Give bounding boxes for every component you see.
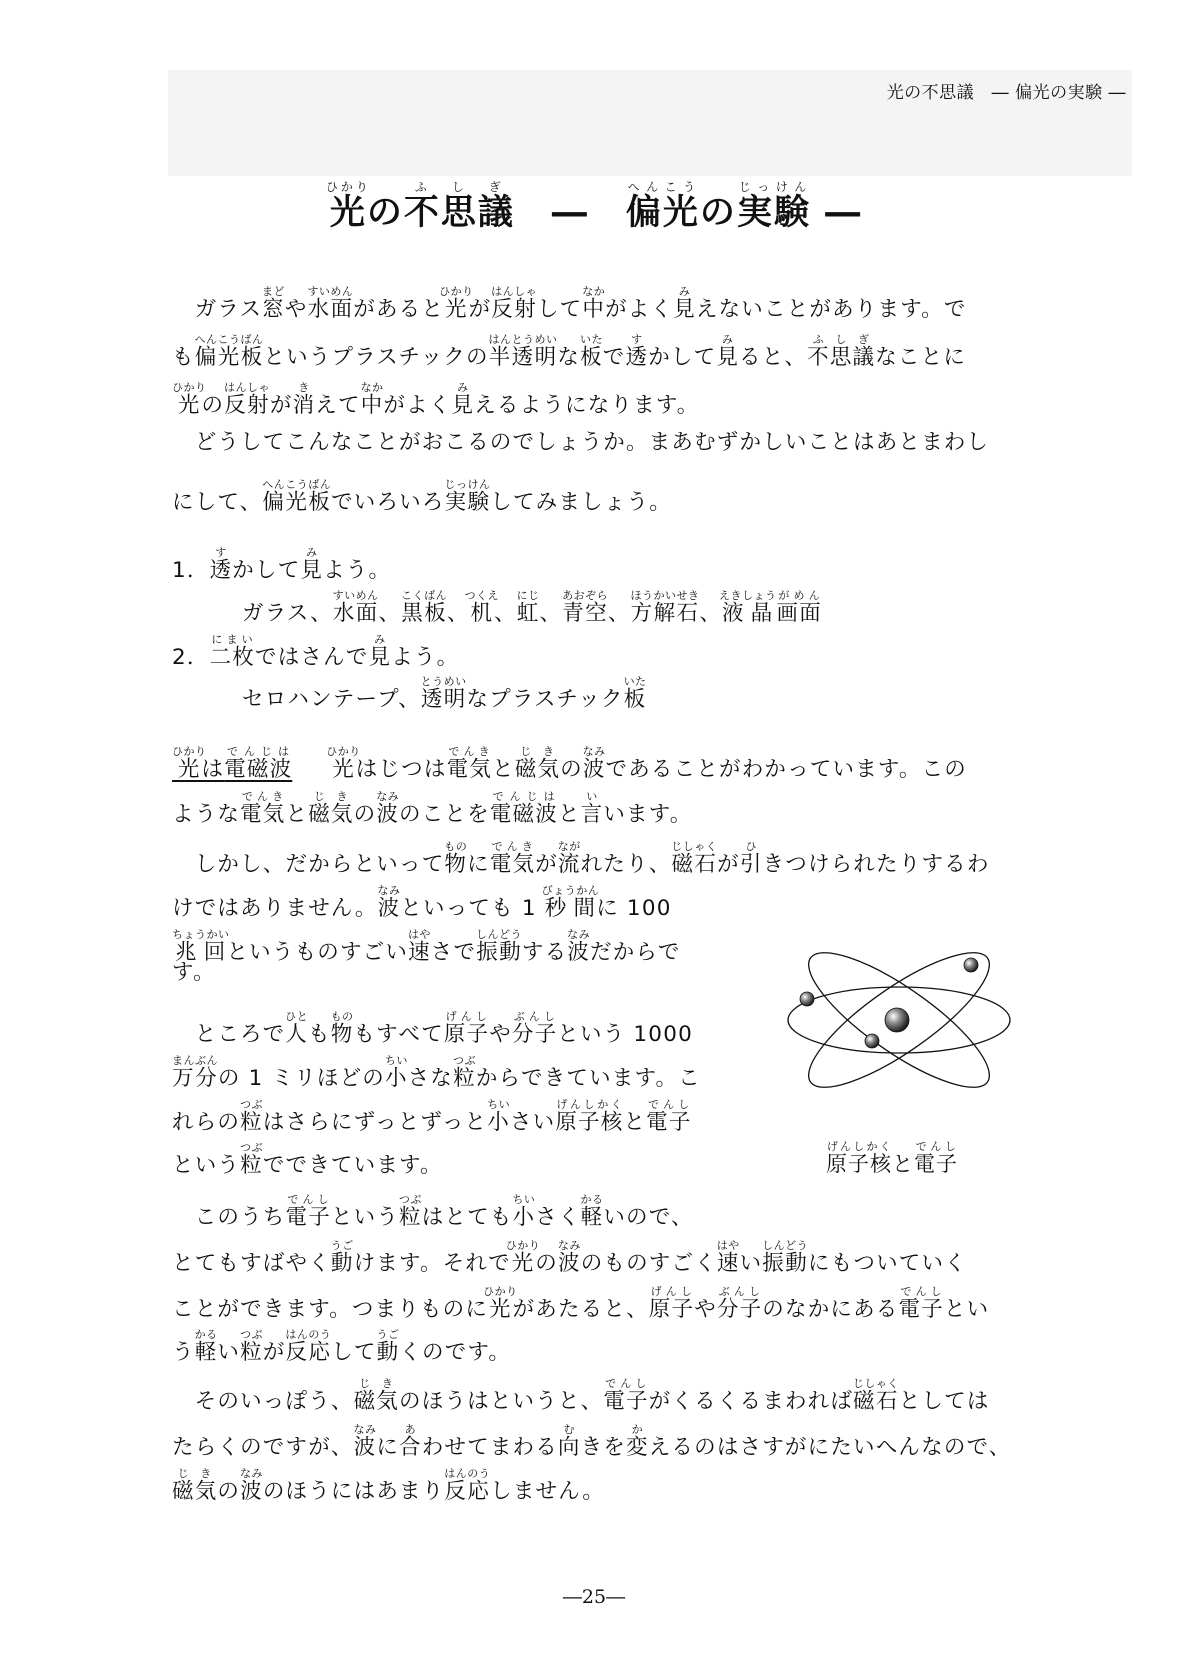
em-line-3: しかし、だからといって物ものに電気でんきが流ながれたり、磁石じしゃくが引ひきつけられたりするわ — [194, 840, 990, 877]
list-item-2: 2．二枚にまいではさんで見みよう。 — [172, 633, 460, 670]
title-word: 偏光へんこう — [625, 180, 700, 233]
nucleus — [885, 1008, 909, 1032]
list-item-1: 1．透すかして見みよう。 — [172, 546, 392, 583]
em-line-9: れらの粒つぶはさらにずっとずっと小ちいさい原子核げんしかくと電子でんし — [172, 1098, 692, 1135]
em-line-14: う軽かるい粒つぶが反応はんのうして動うごくのです。 — [172, 1328, 512, 1365]
em-line-8: 万分まんぶんの 1 ミリほどの小ちいさな粒つぶからできています。こ — [172, 1054, 701, 1091]
intro-line-3: 光ひかりの反射はんしゃが消きえて中なかがよく見みえるようになります。 — [172, 381, 700, 418]
intro-line-2: も偏光板へんこうばんというプラスチックの半透明はんとうめいな板いたで透すかして見みると、不思議ふしぎなことに — [172, 333, 967, 370]
intro-line-4: どうしてこんなことがおこるのでしょうか。まあむずかしいことはあとまわし — [194, 430, 990, 455]
title-word: 不思議ふしぎ — [403, 180, 515, 233]
em-line-12: とてもすばやく動うごけます。それで光ひかりの波なみのものすごく速はやい振動しんどうにもついていく — [172, 1239, 967, 1276]
list-item-1-examples: ガラス、水面すいめん、黒板こくばん、机つくえ、虹にじ、青空あおぞら、方解石ほうかいせき、液晶えきしょう画面がめん — [242, 589, 822, 626]
electron — [865, 1034, 879, 1048]
electron — [964, 958, 978, 972]
em-line-13: ことができます。つまりものに光ひかりがあたると、原子げんしや分子ぶんしのなかにある電子でんしとい — [172, 1285, 990, 1322]
em-line-2: ような電気でんきと磁気じきの波なみのことを電磁波でんじはと言いいます。 — [172, 790, 693, 827]
figure-caption: 原子核げんしかくと電子でんし — [826, 1140, 958, 1176]
em-line-15: そのいっぽう、磁気じきのほうはというと、電子でんしがくるくるまわれば磁石じしゃくとしては — [194, 1377, 990, 1414]
running-head: 光の不思議 ― 偏光の実験 ― — [886, 83, 1126, 103]
title-word: 光ひかり — [325, 180, 371, 233]
electron — [800, 992, 814, 1006]
atom-illustration — [778, 932, 1020, 1112]
em-line-17: 磁気じきの波なみのほうにはあまり反応はんのうしません。 — [172, 1467, 605, 1504]
title-word: 実験じっけん — [736, 180, 811, 233]
em-line-4: けではありません。波なみといっても 1 秒間びょうかんに 100 — [172, 884, 672, 921]
section-label: 光ひかりは電磁波でんじは — [172, 745, 293, 782]
list-item-2-examples: セロハンテープ、透明とうめいなプラスチック板いた — [242, 675, 647, 712]
page-number: ―25― — [562, 1586, 626, 1608]
intro-line-5: にして、偏光板へんこうばんでいろいろ実験じっけんしてみましょう。 — [172, 478, 672, 515]
em-line-5: 兆回ちょうかいというものすごい速はやさで振動しんどうする波なみだからで — [172, 928, 681, 965]
em-line-16: たらくのですが、波なみに合あわせてまわる向むきを変かえるのはさすがにたいへんなので、 — [172, 1423, 1012, 1460]
em-line-11: このうち電子でんしという粒つぶはとても小ちいさく軽かるいので、 — [194, 1193, 694, 1230]
intro-line-1: ガラス窓まどや水面すいめんがあると光ひかりが反射はんしゃして中なかがよく見みえないことがあります。で — [194, 285, 967, 322]
em-line-10: という粒つぶでできています。 — [172, 1141, 443, 1178]
em-line-6: す。 — [172, 960, 216, 985]
page-title: 光ひかりの不思議ふしぎ ― 偏光へんこうの実験じっけん ― — [325, 180, 863, 233]
em-line-7: ところで人ひとも物ものもすべて原子げんしや分子ぶんしという 1000 — [194, 1010, 693, 1047]
em-line-1: 光ひかりは電磁波でんじは光ひかりはじつは電気でんきと磁気じきの波なみであることがわかっています。この — [172, 745, 967, 782]
